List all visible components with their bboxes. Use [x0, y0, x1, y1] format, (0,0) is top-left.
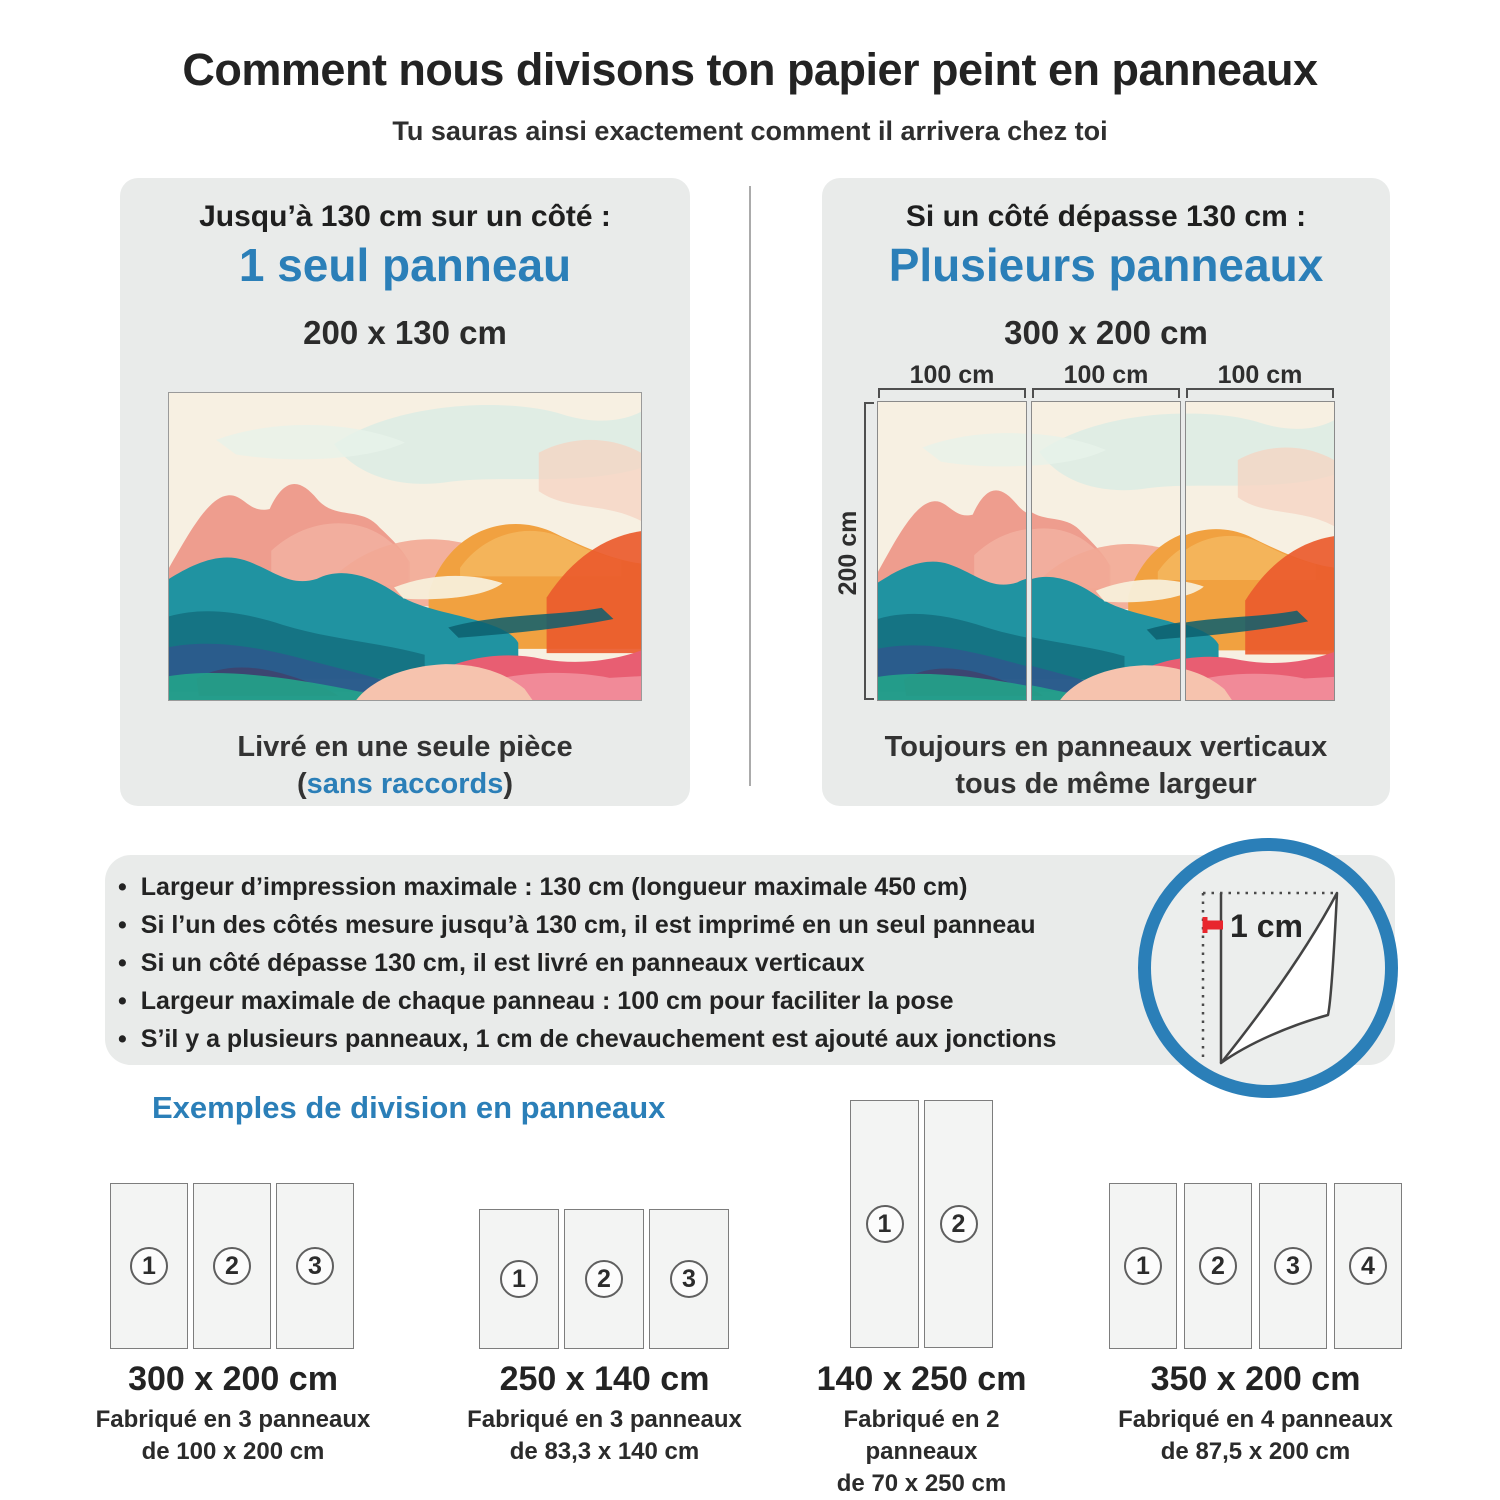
examples-heading: Exemples de division en panneaux [152, 1090, 666, 1125]
width-label-1: 100 cm [909, 361, 995, 389]
width-label-2: 100 cm [1063, 361, 1149, 389]
example-1-panels [110, 1183, 354, 1349]
panel [1334, 1183, 1402, 1349]
panel-number-badge: 1 [130, 1247, 168, 1285]
panel [649, 1209, 729, 1349]
overlap-badge-label: 1 cm [1230, 908, 1303, 944]
multi-panel-result: Plusieurs panneaux [888, 239, 1324, 291]
page-subtitle: Tu sauras ainsi exactement comment il arrivera chez toi [392, 116, 1108, 146]
watercolor-artwork [1032, 402, 1180, 700]
multi-panel-dimensions: 300 x 200 cm [1004, 314, 1208, 351]
panel [924, 1100, 993, 1348]
example-3-description [790, 1404, 1053, 1500]
example-description-line: Fabriqué en 4 panneaux [1118, 1406, 1393, 1433]
width-bracket-1 [878, 388, 1026, 398]
panel-number-badge: 3 [1274, 1247, 1312, 1285]
panel [1184, 1183, 1252, 1349]
single-panel-caption-2 [120, 768, 690, 801]
caption-highlight: sans raccords [306, 768, 504, 800]
single-panel-dimensions: 200 x 130 cm [303, 314, 507, 351]
info-bullet: • S’il y a plusieurs panneaux, 1 cm de chevauchement est ajouté aux jonctions [118, 1020, 1056, 1058]
info-bullet: • Largeur d’impression maximale : 130 cm (longueur maximale 450 cm) [118, 868, 1056, 906]
multi-panel-caption-1: Toujours en panneaux verticaux [884, 731, 1328, 763]
example-2-dimensions: 250 x 140 cm [499, 1360, 710, 1398]
panel [850, 1100, 919, 1348]
cards-divider [749, 186, 751, 786]
example-3-panels [850, 1100, 993, 1348]
overlap-badge [1138, 838, 1398, 1098]
example-3-dimensions: 140 x 250 cm [816, 1360, 1027, 1398]
watercolor-artwork [169, 393, 641, 700]
example-description-line: Fabriqué en 2 panneaux [843, 1406, 1000, 1465]
panel [564, 1209, 644, 1349]
panel-number-badge: 2 [585, 1260, 623, 1298]
panel [1259, 1183, 1327, 1349]
panel-number-badge: 1 [1124, 1247, 1162, 1285]
panel-number-badge: 2 [940, 1205, 978, 1243]
example-description-line: Fabriqué en 3 panneaux [467, 1406, 742, 1433]
example-1-description [70, 1404, 396, 1468]
info-bullet-list [118, 868, 1056, 1058]
page-title: Comment nous divisons ton papier peint en panneaux [182, 44, 1318, 95]
single-panel-caption: Livré en une seule pièce [237, 731, 573, 763]
width-label-3: 100 cm [1217, 361, 1303, 389]
example-description-line: de 87,5 x 200 cm [1160, 1438, 1351, 1465]
example-4-dimensions: 350 x 200 cm [1150, 1360, 1361, 1398]
watercolor-artwork [878, 402, 1026, 700]
panel-number-badge: 2 [1199, 1247, 1237, 1285]
height-label: 200 cm [834, 510, 862, 596]
wallpaper-panel-slice-2 [1032, 402, 1180, 700]
panel [1109, 1183, 1177, 1349]
example-description-line: Fabriqué en 3 panneaux [95, 1406, 371, 1433]
example-2-panels [479, 1209, 729, 1349]
multi-panel-caption-2: tous de même largeur [955, 768, 1257, 800]
single-panel-condition: Jusqu’à 130 cm sur un côté : [199, 200, 611, 233]
paren-close: ) [503, 768, 513, 800]
info-bullet: • Largeur maximale de chaque panneau : 100 cm pour faciliter la pose [118, 982, 1056, 1020]
panel [193, 1183, 271, 1349]
example-4-description [1069, 1404, 1442, 1468]
panel [479, 1209, 559, 1349]
single-panel-result: 1 seul panneau [238, 239, 572, 291]
width-bracket-3 [1186, 388, 1334, 398]
watercolor-artwork [1186, 402, 1334, 700]
wallpaper-preview-single [169, 393, 641, 700]
panel-number-badge: 3 [670, 1260, 708, 1298]
height-bracket [864, 402, 874, 700]
multi-panel-condition: Si un côté dépasse 130 cm : [905, 200, 1307, 233]
example-2-description [439, 1404, 770, 1468]
panel [110, 1183, 188, 1349]
example-description-line: de 100 x 200 cm [141, 1438, 325, 1465]
multi-panel-card [822, 178, 1390, 806]
single-panel-card [120, 178, 690, 806]
panel-number-badge: 4 [1349, 1247, 1387, 1285]
wallpaper-preview-split [878, 402, 1334, 700]
width-bracket-2 [1032, 388, 1180, 398]
info-bullet: • Si l’un des côtés mesure jusqu’à 130 cm, il est imprimé en un seul panneau [118, 906, 1056, 944]
example-description-line: de 83,3 x 140 cm [509, 1438, 700, 1465]
info-bullet: • Si un côté dépasse 130 cm, il est livré en panneaux verticaux [118, 944, 1056, 982]
wallpaper-panel-slice-3 [1186, 402, 1334, 700]
wallpaper-panel-slice-1 [878, 402, 1026, 700]
panel [276, 1183, 354, 1349]
panel-number-badge: 3 [296, 1247, 334, 1285]
example-1-dimensions: 300 x 200 cm [128, 1360, 338, 1398]
example-4-panels [1109, 1183, 1402, 1349]
panel-number-badge: 1 [866, 1205, 904, 1243]
paren-open: ( [296, 768, 307, 800]
paper-fold-icon [1151, 851, 1385, 1085]
example-description-line: de 70 x 250 cm [836, 1470, 1007, 1497]
panel-number-badge: 2 [213, 1247, 251, 1285]
panel-number-badge: 1 [500, 1260, 538, 1298]
